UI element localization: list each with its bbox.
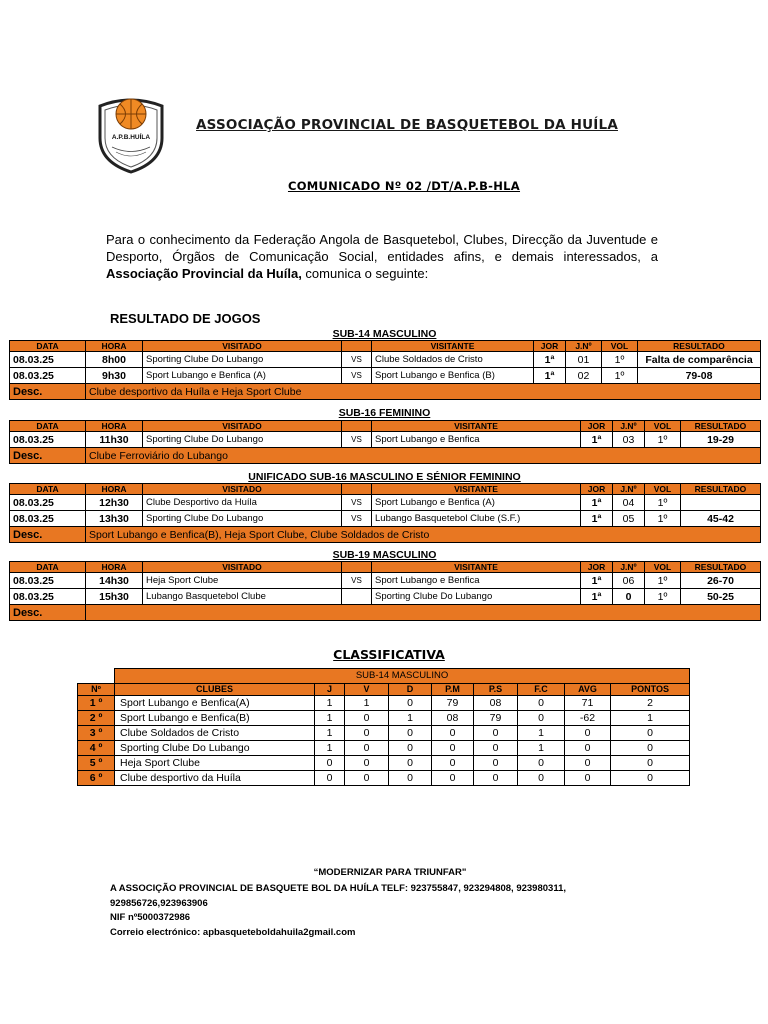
cell-visitante: Sport Lubango e Benfica (B) (372, 368, 534, 384)
cell-rank: 3 º (78, 725, 115, 740)
col-data: DATA (10, 341, 86, 352)
games-table-title: SUB-14 MASCULINO (332, 328, 437, 340)
cell-d: 0 (389, 740, 432, 755)
cell-data: 08.03.25 (10, 511, 86, 527)
col-resultado: RESULTADO (681, 562, 761, 573)
col-jor: JOR (581, 562, 613, 573)
table-row (10, 432, 761, 448)
cell-hora: 15h30 (86, 589, 143, 605)
cell-jn: 0 (613, 589, 645, 605)
col-jor: JOR (581, 484, 613, 495)
cell-clube: Sport Lubango e Benfica(A) (115, 695, 315, 710)
cell-visitado: Sporting Clube Do Lubango (143, 352, 342, 368)
footer-line: A ASSOCIÇÃO PROVINCIAL DE BASQUETE BOL DA HUÍLA TELF: 923755847, 923294808, 923980311, (110, 883, 566, 894)
intro-end: comunica o seguinte: (301, 266, 429, 281)
games-table-sub14 (9, 340, 761, 400)
cell-pontos: 2 (611, 695, 690, 710)
desc-text (86, 605, 761, 621)
standings-row (78, 725, 690, 740)
cell-v: 0 (345, 770, 389, 785)
table-row (10, 573, 761, 589)
table-row (10, 511, 761, 527)
col-fc: F.C (518, 683, 565, 695)
cell-v: 0 (345, 710, 389, 725)
col-vs (342, 341, 372, 352)
cell-ps: 0 (474, 725, 518, 740)
games-table-sub19 (9, 561, 761, 621)
cell-jn: 03 (613, 432, 645, 448)
cell-v: 1 (345, 695, 389, 710)
footer-email: Correio electrónico: apbasqueteboldahuila2gmail.com (110, 926, 356, 938)
col-jn: J.Nº (566, 341, 602, 352)
cell-ps: 08 (474, 695, 518, 710)
cell-jor: 1ª (581, 495, 613, 511)
cell-vs: VS (342, 432, 372, 448)
cell-resultado: Falta de comparência (638, 352, 761, 368)
cell-visitado: Sporting Clube Do Lubango (143, 511, 342, 527)
desc-row (10, 384, 761, 400)
table-header-row (10, 341, 761, 352)
desc-label: Desc. (10, 605, 86, 621)
cell-avg: -62 (565, 710, 611, 725)
cell-pontos: 1 (611, 710, 690, 725)
cell-resultado: 50-25 (681, 589, 761, 605)
col-pontos: PONTOS (611, 683, 690, 695)
cell-clube: Sport Lubango e Benfica(B) (115, 710, 315, 725)
col-resultado: RESULTADO (638, 341, 761, 352)
col-vs (342, 562, 372, 573)
table-row (10, 589, 761, 605)
cell-pontos: 0 (611, 740, 690, 755)
cell-avg: 0 (565, 770, 611, 785)
cell-clube: Heja Sport Clube (115, 755, 315, 770)
cell-v: 0 (345, 755, 389, 770)
cell-fc: 0 (518, 755, 565, 770)
comunicado-title: COMUNICADO Nº 02 /DT/A.P.B-HLA (287, 179, 521, 193)
cell-clube: Sporting Clube Do Lubango (115, 740, 315, 755)
cell-d: 0 (389, 770, 432, 785)
col-vs (342, 484, 372, 495)
table-header-row (10, 484, 761, 495)
col-ps: P.S (474, 683, 518, 695)
col-jor: JOR (534, 341, 566, 352)
intro-bold: Associação Provincial da Huíla, (106, 266, 302, 281)
cell-jor: 1ª (581, 589, 613, 605)
desc-text: Clube desportivo da Huíla e Heja Sport Clube (86, 384, 761, 400)
cell-pm: 08 (432, 710, 474, 725)
cell-rank: 6 º (78, 770, 115, 785)
cell-visitante: Sporting Clube Do Lubango (372, 589, 581, 605)
cell-vol: 1º (645, 511, 681, 527)
cell-vol: 1º (645, 432, 681, 448)
cell-hora: 8h00 (86, 352, 143, 368)
cell-visitante: Sport Lubango e Benfica (372, 432, 581, 448)
col-vol: VOL (602, 341, 638, 352)
cell-jor: 1ª (534, 368, 566, 384)
desc-label: Desc. (10, 384, 86, 400)
cell-hora: 13h30 (86, 511, 143, 527)
col-visitado: VISITADO (143, 421, 342, 432)
cell-visitante: Sport Lubango e Benfica (372, 573, 581, 589)
cell-v: 0 (345, 740, 389, 755)
col-jn: J.Nº (613, 484, 645, 495)
col-j: J (315, 683, 345, 695)
cell-pm: 0 (432, 770, 474, 785)
cell-vol: 1º (645, 495, 681, 511)
cell-j: 1 (315, 725, 345, 740)
cell-jor: 1ª (534, 352, 566, 368)
cell-pontos: 0 (611, 755, 690, 770)
cell-pm: 79 (432, 695, 474, 710)
desc-text: Clube Ferroviário do Lubango (86, 448, 761, 464)
desc-row (10, 448, 761, 464)
games-table-title: SUB-16 FEMININO (338, 407, 431, 419)
footer-contacts (110, 882, 566, 940)
cell-fc: 0 (518, 695, 565, 710)
cell-resultado: 26-70 (681, 573, 761, 589)
col-visitante: VISITANTE (372, 421, 581, 432)
col-v: V (345, 683, 389, 695)
col-vol: VOL (645, 562, 681, 573)
cell-resultado (681, 495, 761, 511)
standings-row (78, 740, 690, 755)
cell-hora: 9h30 (86, 368, 143, 384)
col-hora: HORA (86, 421, 143, 432)
col-resultado: RESULTADO (681, 484, 761, 495)
cell-hora: 12h30 (86, 495, 143, 511)
col-data: DATA (10, 421, 86, 432)
cell-jn: 04 (613, 495, 645, 511)
col-jor: JOR (581, 421, 613, 432)
logo-text: A.P.B.HUÍLA (111, 134, 151, 141)
cell-data: 08.03.25 (10, 495, 86, 511)
cell-d: 0 (389, 695, 432, 710)
table-row (10, 495, 761, 511)
cell-fc: 1 (518, 740, 565, 755)
cell-data: 08.03.25 (10, 352, 86, 368)
cell-pm: 0 (432, 740, 474, 755)
cell-ps: 0 (474, 770, 518, 785)
cell-vs: VS (342, 368, 372, 384)
classificativa-title: CLASSIFICATIVA (333, 647, 445, 662)
col-data: DATA (10, 484, 86, 495)
table-row (10, 352, 761, 368)
cell-pm: 0 (432, 725, 474, 740)
intro-text: Para o conhecimento da Federação Angola de Basquetebol, Clubes, Direcção da Juventude e Desporto, Órgãos de Comunicação Social, entidades afins, e demais interessados, a (106, 232, 658, 264)
col-visitado: VISITADO (143, 341, 342, 352)
intro-paragraph (106, 231, 658, 282)
cell-ps: 0 (474, 755, 518, 770)
cell-clube: Clube desportivo da Huíla (115, 770, 315, 785)
table-header-row (10, 562, 761, 573)
col-data: DATA (10, 562, 86, 573)
cell-clube: Clube Soldados de Cristo (115, 725, 315, 740)
desc-text: Sport Lubango e Benfica(B), Heja Sport Clube, Clube Soldados de Cristo (86, 527, 761, 543)
col-jn: J.Nº (613, 562, 645, 573)
games-table-title: SUB-19 MASCULINO (332, 549, 437, 561)
cell-data: 08.03.25 (10, 432, 86, 448)
col-pm: P.M (432, 683, 474, 695)
cell-vol: 1º (645, 589, 681, 605)
cell-data: 08.03.25 (10, 573, 86, 589)
col-visitante: VISITANTE (372, 341, 534, 352)
cell-visitado: Sport Lubango e Benfica (A) (143, 368, 342, 384)
cell-v: 0 (345, 725, 389, 740)
col-n: Nº (78, 683, 115, 695)
cell-hora: 14h30 (86, 573, 143, 589)
standings-category: SUB-14 MASCULINO (115, 669, 690, 684)
standings-table (77, 668, 690, 786)
col-hora: HORA (86, 484, 143, 495)
col-resultado: RESULTADO (681, 421, 761, 432)
col-vol: VOL (645, 484, 681, 495)
cell-vol: 1º (602, 352, 638, 368)
cell-visitante: Sport Lubango e Benfica (A) (372, 495, 581, 511)
cell-resultado: 45-42 (681, 511, 761, 527)
cell-visitado: Heja Sport Clube (143, 573, 342, 589)
desc-row (10, 605, 761, 621)
cell-d: 0 (389, 725, 432, 740)
cell-data: 08.03.25 (10, 368, 86, 384)
cell-hora: 11h30 (86, 432, 143, 448)
cell-visitado: Sporting Clube Do Lubango (143, 432, 342, 448)
col-d: D (389, 683, 432, 695)
cell-visitado: Clube Desportivo da Huíla (143, 495, 342, 511)
results-title: RESULTADO DE JOGOS (110, 311, 261, 326)
table-row (10, 368, 761, 384)
cell-jn: 02 (566, 368, 602, 384)
cell-jor: 1ª (581, 511, 613, 527)
desc-label: Desc. (10, 448, 86, 464)
games-table-sub16f (9, 420, 761, 464)
standings-row (78, 695, 690, 710)
footer-line: 929856726,923963906 (110, 897, 208, 909)
cell-jn: 01 (566, 352, 602, 368)
standings-row (78, 770, 690, 785)
standings-row (78, 755, 690, 770)
cell-resultado: 19-29 (681, 432, 761, 448)
desc-row (10, 527, 761, 543)
cell-rank: 1 º (78, 695, 115, 710)
table-header-row (10, 421, 761, 432)
cell-jor: 1ª (581, 432, 613, 448)
cell-vs: VS (342, 352, 372, 368)
cell-resultado: 79-08 (638, 368, 761, 384)
col-visitante: VISITANTE (372, 484, 581, 495)
desc-label: Desc. (10, 527, 86, 543)
cell-vol: 1º (645, 573, 681, 589)
cell-rank: 2 º (78, 710, 115, 725)
col-hora: HORA (86, 341, 143, 352)
cell-jn: 05 (613, 511, 645, 527)
cell-rank: 4 º (78, 740, 115, 755)
col-vs (342, 421, 372, 432)
col-jn: J.Nº (613, 421, 645, 432)
cell-visitante: Lubango Basquetebol Clube (S.F.) (372, 511, 581, 527)
cell-data: 08.03.25 (10, 589, 86, 605)
cell-fc: 0 (518, 770, 565, 785)
apb-huila-logo (92, 92, 170, 174)
cell-avg: 71 (565, 695, 611, 710)
cell-visitado: Lubango Basquetebol Clube (143, 589, 342, 605)
col-visitado: VISITADO (143, 562, 342, 573)
cell-avg: 0 (565, 755, 611, 770)
col-visitante: VISITANTE (372, 562, 581, 573)
cell-d: 1 (389, 710, 432, 725)
col-clubes: CLUBES (115, 683, 315, 695)
cell-ps: 79 (474, 710, 518, 725)
cell-fc: 1 (518, 725, 565, 740)
cell-j: 0 (315, 770, 345, 785)
cell-vs: VS (342, 511, 372, 527)
cell-rank: 5 º (78, 755, 115, 770)
cell-jor: 1ª (581, 573, 613, 589)
standings-header-row (78, 683, 690, 695)
cell-pm: 0 (432, 755, 474, 770)
cell-fc: 0 (518, 710, 565, 725)
cell-j: 1 (315, 695, 345, 710)
footer-nif: NIF nº5000372986 (110, 912, 191, 923)
cell-ps: 0 (474, 740, 518, 755)
cell-j: 0 (315, 755, 345, 770)
cell-pontos: 0 (611, 725, 690, 740)
cell-visitante: Clube Soldados de Cristo (372, 352, 534, 368)
cell-avg: 0 (565, 740, 611, 755)
col-avg: AVG (565, 683, 611, 695)
games-table-unificado (9, 483, 761, 543)
cell-j: 1 (315, 740, 345, 755)
cell-vs: VS (342, 573, 372, 589)
cell-avg: 0 (565, 725, 611, 740)
cell-j: 1 (315, 710, 345, 725)
cell-vs: VS (342, 495, 372, 511)
col-vol: VOL (645, 421, 681, 432)
col-visitado: VISITADO (143, 484, 342, 495)
cell-pontos: 0 (611, 770, 690, 785)
footer-motto: “MODERNIZAR PARA TRIUNFAR" (313, 867, 467, 878)
cell-d: 0 (389, 755, 432, 770)
col-hora: HORA (86, 562, 143, 573)
standings-category-row (78, 669, 690, 684)
association-title: ASSOCIAÇÃO PROVINCIAL DE BASQUETEBOL DA HUÍLA (196, 117, 618, 133)
cell-vol: 1º (602, 368, 638, 384)
standings-row (78, 710, 690, 725)
cell-jn: 06 (613, 573, 645, 589)
cell-vs (342, 589, 372, 605)
games-table-title: UNIFICADO SUB-16 MASCULINO E SÉNIOR FEMININO (248, 471, 521, 483)
